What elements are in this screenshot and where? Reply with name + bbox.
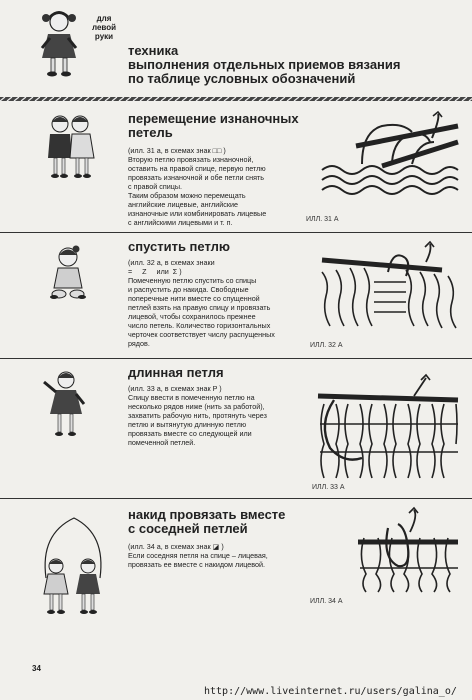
- section-2-illustration: [44, 244, 92, 304]
- section-2-body-line: лицевой, чтобы сохранилось прежнее: [128, 312, 256, 321]
- section-3-body-line: помеченной петлей.: [128, 438, 196, 447]
- section-4-ref-symbol: ◪ ): [212, 542, 224, 551]
- section-4-ref-line: (илл. 34 а, в схемах знак: [128, 542, 211, 551]
- section-1-title-line2: петель: [128, 125, 173, 140]
- section-3-illustration: [40, 368, 92, 444]
- section-2-body-line: поперечные нити вместе со спущенной: [128, 294, 260, 303]
- section-1-body-line: провязать изнаночной и обе петли снять: [128, 173, 265, 182]
- section-2-body-line: и распустить до накида. Свободные: [128, 285, 249, 294]
- section-2-body-line: петлей взять на правую спицу и провязать: [128, 303, 271, 312]
- section-3-body-line: петлю и вытянутую длинную петлю: [128, 420, 247, 429]
- section-4-ref: [128, 542, 318, 551]
- section-4-text: [128, 542, 318, 569]
- header-girl-illustration: [36, 8, 82, 80]
- section-3-body-line: Спицу ввести в помеченную петлю на: [128, 393, 255, 402]
- left-hand-label-line3: руки: [94, 32, 114, 41]
- section-divider: [0, 498, 472, 499]
- section-1-title-line1: перемещение изнаночных: [128, 111, 299, 126]
- section-divider: [0, 358, 472, 359]
- section-3-ref: [128, 384, 308, 393]
- section-1-body-line: оставить на правой спице, первую петлю: [128, 164, 266, 173]
- section-divider: [0, 232, 472, 233]
- section-1-body-line: с английскими лицевыми и т. п.: [128, 218, 233, 227]
- section-1-title: [128, 112, 299, 140]
- section-1-text: [128, 146, 308, 227]
- section-2-ref-line: (илл. 32 а, в схемах знаки: [128, 258, 215, 267]
- section-3-body-line: несколько рядов ниже (нить за работой),: [128, 402, 265, 411]
- section-2-body-line: черточек соответствует числу распущенных: [128, 330, 275, 339]
- decorative-chain-divider: [0, 91, 472, 101]
- page-title: [128, 44, 458, 86]
- section-1-ref-symbol: □□ ): [212, 146, 226, 155]
- section-2-body-line: рядов.: [128, 339, 150, 348]
- source-url-watermark[interactable]: http://www.liveinternet.ru/users/galina_o/: [204, 686, 457, 697]
- section-2-title: спустить петлю: [128, 239, 231, 254]
- section-4-body-line: провязать ее вместе с накидом лицевой.: [128, 560, 265, 569]
- section-2-body-line: число петель. Количество горизонтальных: [128, 321, 271, 330]
- section-2-ref-symbols: = Z или Σ ): [128, 267, 182, 276]
- section-3-caption: ИЛЛ. 33 А: [312, 484, 345, 491]
- section-1-ref: [128, 146, 308, 155]
- section-1-ref-line: (илл. 31 а, в схемах знак: [128, 146, 211, 155]
- left-hand-label-line1: для: [96, 14, 112, 23]
- section-3-knitting-diagram: [318, 374, 458, 480]
- left-hand-label-line2: левой: [91, 23, 117, 32]
- page-title-line3: по таблице условных обозначений: [128, 71, 356, 86]
- section-2-caption: ИЛЛ. 32 А: [310, 342, 343, 349]
- page-title-line2: выполнения отдельных приемов вязания: [128, 57, 401, 72]
- section-2-body-line: Помеченную петлю спустить со спицы: [128, 276, 257, 285]
- page-title-line1: техника: [128, 43, 179, 58]
- section-4-knitting-diagram: [358, 508, 458, 592]
- left-hand-label: [84, 14, 124, 41]
- section-3-title: длинная петля: [128, 365, 224, 380]
- section-1-body-line: английские лицевые, английские: [128, 200, 239, 209]
- section-3-ref-line: (илл. 33 а, в схемах знак: [128, 384, 211, 393]
- section-4-title-line2: с соседней петлей: [128, 521, 248, 536]
- section-1-body-line: Вторую петлю провязать изнаночной,: [128, 155, 254, 164]
- section-1-body-line: Таким образом можно перемещать: [128, 191, 246, 200]
- section-3-body-line: захватить рабочую нить, протянуть через: [128, 411, 267, 420]
- section-1-body-line: изнаночные или комбинировать лицевые: [128, 209, 267, 218]
- section-2-text: [128, 258, 308, 348]
- section-2-knitting-diagram: [322, 242, 458, 334]
- section-4-illustration: [34, 514, 112, 622]
- section-4-title: [128, 508, 285, 536]
- section-4-body-line: Если соседняя петля на спице – лицевая,: [128, 551, 268, 560]
- section-3-ref-symbol: P ): [212, 384, 222, 393]
- section-4-caption: ИЛЛ. 34 А: [310, 598, 343, 605]
- section-3-body-line: провязать вместе со следующей или: [128, 429, 252, 438]
- section-4-title-line1: накид провязать вместе: [128, 507, 286, 522]
- section-1-knitting-diagram: [322, 112, 458, 204]
- section-1-caption: ИЛЛ. 31 А: [306, 216, 339, 223]
- section-1-body-line: с правой спицы.: [128, 182, 183, 191]
- section-3-text: [128, 384, 308, 447]
- section-1-illustration: [40, 112, 102, 184]
- page-number: 34: [32, 664, 41, 673]
